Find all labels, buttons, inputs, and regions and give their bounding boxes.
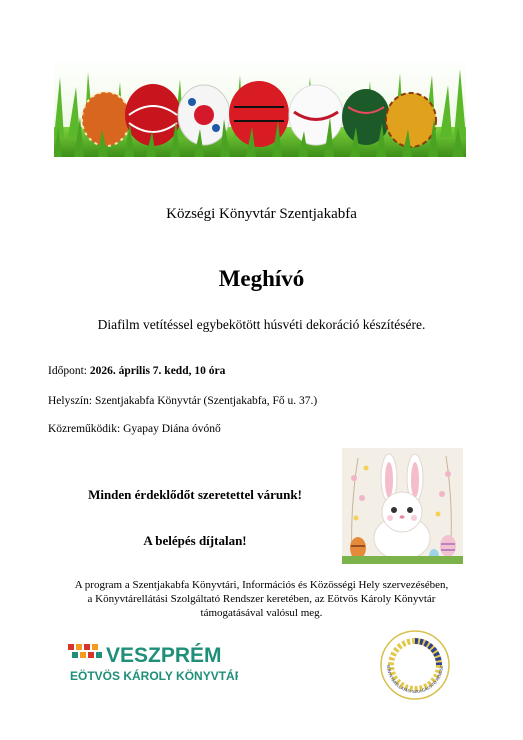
kszr-text-path: KÖNYVTÁRELLÁTÁSI SZOLGÁLTATÓ RENDSZ xyxy=(385,664,445,695)
logo-emblem-icon xyxy=(66,640,238,686)
time-label: Időpont: xyxy=(48,365,90,377)
event-time xyxy=(48,365,225,377)
veszprem-text: VESZPRÉM xyxy=(106,644,222,667)
event-contributor xyxy=(48,423,221,435)
event-place: Helyszín: Szentjakabfa Könyvtár (Szentjakabfa, Fő u. 37.) xyxy=(48,395,318,407)
footer-line: a Könyvtárellátási Szolgáltató Rendszer keretében, az Eötvös Károly Könyvtár xyxy=(87,593,436,605)
footer-credits xyxy=(0,578,523,620)
veszprem-library-logo xyxy=(66,640,238,686)
footer-line: támogatásával valósul meg. xyxy=(200,607,323,619)
kszr-logo xyxy=(377,627,453,703)
bunny-illustration xyxy=(342,448,463,564)
free-entry-message: A belépés díjtalan! xyxy=(143,533,247,548)
welcome-message: Minden érdeklődőt szeretettel várunk! xyxy=(88,487,302,502)
time-value: 2026. április 7. kedd, 10 óra xyxy=(89,365,226,377)
library-name: Községi Könyvtár Szentjakabfa xyxy=(166,206,357,222)
contributor-value: Gyapay Diána óvónő xyxy=(123,423,221,435)
library-name-text: EÖTVÖS KÁROLY KÖNYVTÁR xyxy=(70,669,238,683)
event-description: Diafilm vetítéssel egybekötött húsvéti dekoráció készítésére. xyxy=(97,317,426,332)
contributor-label: Közreműködik: xyxy=(48,423,124,435)
easter-eggs-banner-image xyxy=(54,57,466,157)
invitation-title: Meghívó xyxy=(218,266,305,291)
footer-line: A program a Szentjakabfa Könyvtári, Információs és Közösségi Hely szervezésében, xyxy=(74,579,449,591)
